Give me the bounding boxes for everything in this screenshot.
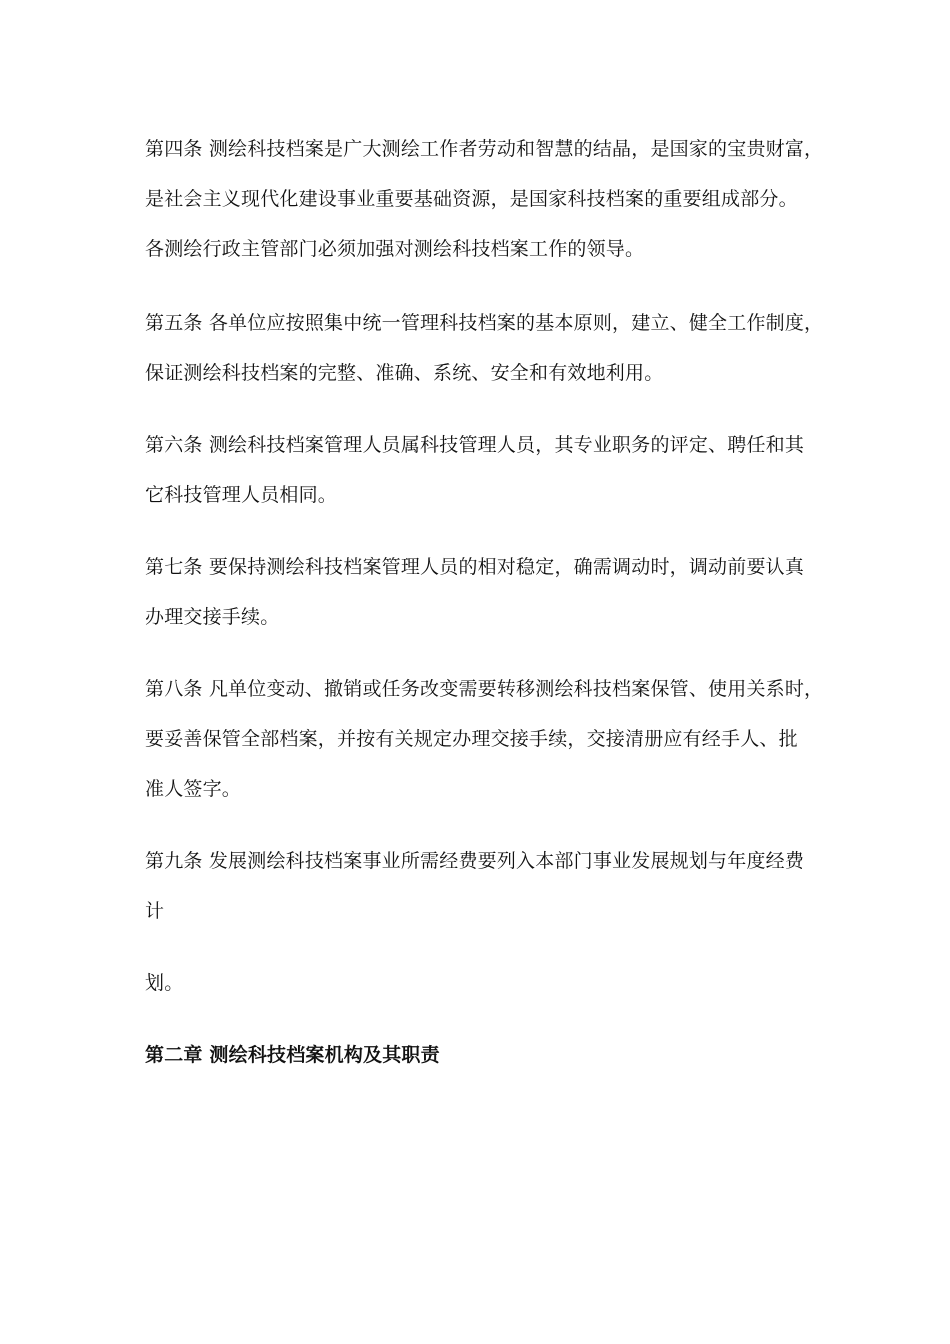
- article-6-line-2: 它科技管理人员相同。: [145, 484, 338, 506]
- article-9-line-3: 划。: [145, 972, 184, 994]
- article-8-line-2: 要妥善保管全部档案，并按有关规定办理交接手续，交接清册应有经手人、批: [145, 728, 798, 750]
- article-8-line-3: 准人签字。: [145, 778, 242, 800]
- article-4-line-1: 第四条 测绘科技档案是广大测绘工作者劳动和智慧的结晶，是国家的宝贵财富，: [145, 138, 824, 160]
- article-9-line-2: 计: [145, 900, 165, 922]
- article-8-line-1: 第八条 凡单位变动、撤销或任务改变需要转移测绘科技档案保管、使用关系时，: [145, 678, 824, 700]
- article-5-line-1: 第五条 各单位应按照集中统一管理科技档案的基本原则，建立、健全工作制度，: [145, 312, 824, 334]
- article-9-line-1: 第九条 发展测绘科技档案事业所需经费要列入本部门事业发展规划与年度经费: [145, 850, 805, 872]
- article-4-line-2: 是社会主义现代化建设事业重要基础资源，是国家科技档案的重要组成部分。: [145, 188, 798, 210]
- article-7-line-1: 第七条 要保持测绘科技档案管理人员的相对稳定，确需调动时，调动前要认真: [145, 556, 805, 578]
- article-7-line-2: 办理交接手续。: [145, 606, 280, 628]
- article-4-line-3: 各测绘行政主管部门必须加强对测绘科技档案工作的领导。: [145, 238, 645, 260]
- article-5-line-2: 保证测绘科技档案的完整、准确、系统、安全和有效地利用。: [145, 362, 664, 384]
- article-6-line-1: 第六条 测绘科技档案管理人员属科技管理人员，其专业职务的评定、聘任和其: [145, 434, 805, 456]
- chapter-heading: 第二章 测绘科技档案机构及其职责: [145, 1044, 440, 1066]
